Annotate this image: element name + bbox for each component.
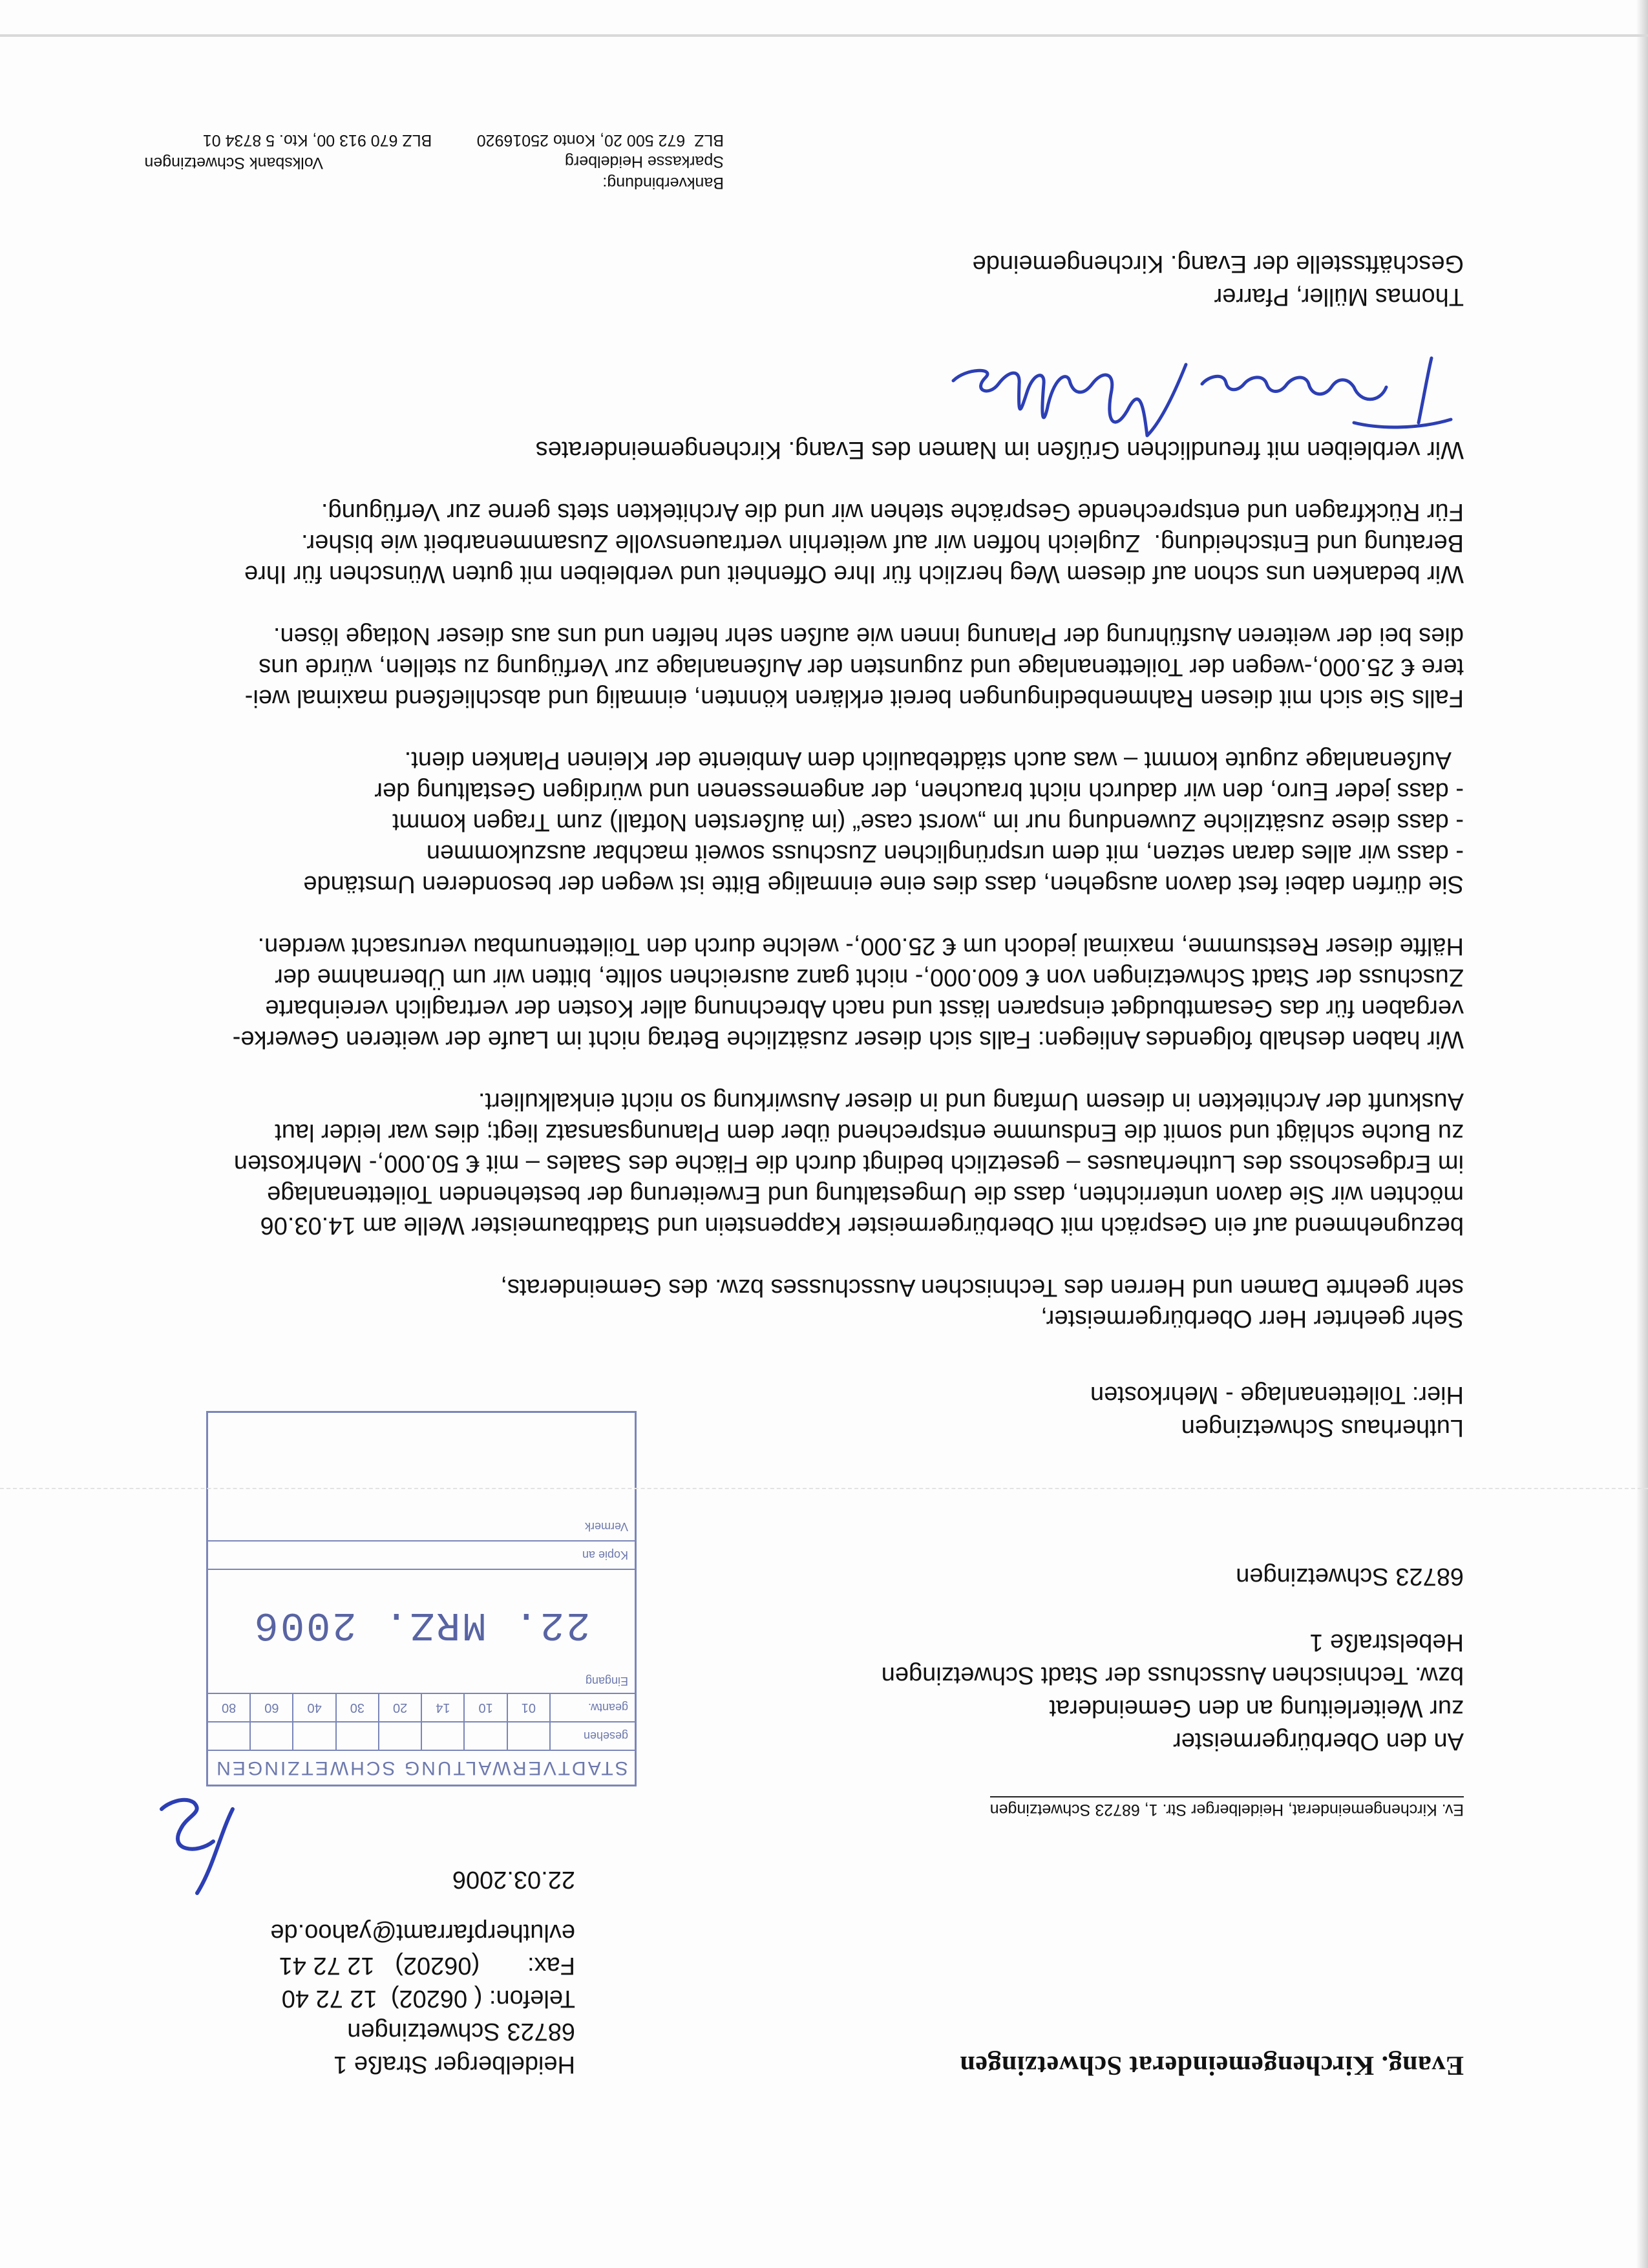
paragraph-4: [165, 620, 1464, 714]
stamp-eingang-label: Eingang: [585, 1675, 628, 1688]
stamp-cell: [379, 1722, 422, 1750]
body-line: dies bei der weiteren Ausführung der Planung innen wie außen sehr helfen und uns aus dieser Notlage lösen.: [273, 622, 1464, 650]
bank1-details: [203, 129, 724, 151]
recipient-line: bzw. Technischen Ausschuss der Stadt Schwetzingen: [881, 1662, 1464, 1689]
sender-address-block: [270, 1916, 575, 2081]
bank-label: Bankverbindung:: [602, 174, 724, 192]
recipient-line: Hebelstraße 1: [1309, 1629, 1464, 1656]
recipient-line: An den Oberbürgermeister: [1173, 1728, 1464, 1755]
stamp-code: 30: [337, 1694, 379, 1721]
letter-date: 22.03.2006: [452, 1866, 575, 1893]
fold-line: [0, 1488, 1648, 1489]
body-line: Sie dürfen dabei fest davon ausgehen, dass dies eine einmalige Bitte ist wegen der besonderen Umstände: [303, 871, 1464, 898]
paragraph-5: [165, 496, 1464, 589]
body-line: Auskunft der Architekten in diesem Umfang und in dieser Auswirkung so nicht einkalkuliert.: [478, 1088, 1464, 1115]
stamp-cell: [508, 1722, 551, 1750]
paragraph-2: [165, 931, 1464, 1055]
stamp-eingang-date: 22. MRZ. 2006: [252, 1602, 591, 1648]
stamp-geantw-row: [208, 1693, 635, 1721]
receipt-stamp: [206, 1411, 637, 1786]
paragraph-3: [165, 745, 1464, 900]
scan-edge: [1636, 0, 1648, 2268]
signatory-office: Geschäftsstelle der Evang. Kirchengemeinde: [972, 250, 1464, 277]
stamp-vermerk-label: Vermerk: [584, 1520, 628, 1533]
recipient-address: [882, 1560, 1464, 1757]
body-line: Für Rückfragen und entsprechende Gespräche stehen wir und die Architekten stets gerne zur Verfügung.: [321, 498, 1464, 525]
subject-block: [1090, 1378, 1464, 1444]
body-line: vergaben für das Gesamtbudget einsparen lässt und nach Abrechnung aller Kosten der vertraglich vereinbarte: [265, 995, 1464, 1022]
bank1-name: Sparkasse Heidelberg: [565, 153, 724, 171]
body-line: - dass diese zusätzliche Zuwendung nur im „worst case“ (im äußersten Notfall) zum Tragen kommt: [392, 809, 1464, 836]
stamp-cell: [294, 1722, 337, 1750]
stamp-code-cells: [208, 1694, 551, 1721]
bank2-account: BLZ 670 913 00, Kto. 5 8734 01: [202, 131, 432, 149]
stamp-gesehen-row: [208, 1721, 635, 1750]
stamp-cell: [337, 1722, 379, 1750]
stamp-cell: [465, 1722, 508, 1750]
stamp-code: 10: [465, 1694, 508, 1721]
bank2-name: Volksbank Schwetzingen: [144, 154, 323, 172]
stamp-geantw-label: geantw.: [587, 1701, 628, 1714]
body-line: im Erdgeschoss des Lutherhauses – gesetzlich bedingt durch die Fläche des Saales – mit € 50.000,- Mehrkosten: [233, 1150, 1464, 1177]
address-phone: Telefon: ( 06202) 12 72 40: [281, 1985, 575, 2012]
salutation: [165, 1272, 1464, 1334]
recipient-gap: [882, 1593, 1464, 1626]
handwritten-signature: [818, 352, 1464, 449]
stamp-header: STADTVERWALTUNG SCHWETZINGEN: [208, 1750, 635, 1785]
signatory-block: [973, 247, 1464, 313]
sender-return-line: Ev. Kirchengemeinderat, Heidelberger Str. 1, 68723 Schwetzingen: [990, 1796, 1464, 1819]
stamp-code: 40: [294, 1694, 337, 1721]
body-line: zu Buche schlägt und somit die Endsumme entsprechend über dem Planungsansatz liegt; dies war leider laut: [275, 1119, 1464, 1146]
stamp-eingang-box: [208, 1569, 635, 1693]
body-line: - dass wir alles daran setzen, mit dem ursprünglichen Zuschuss soweit machbar auszukommen: [426, 840, 1464, 867]
closing-line: Wir verbleiben mit freundlichen Grüßen im Namen des Evang. Kirchengemeinderates: [535, 436, 1464, 463]
body-line: Außenanlage zugute kommt – was auch städtebaulich dem Ambiente der Kleinen Planken dient.: [404, 747, 1464, 774]
scan-bottom-line: [0, 34, 1648, 37]
stamp-kopie-label: Kopie an: [208, 1540, 635, 1569]
salutation-line: sehr geehrte Damen und Herren des Technischen Ausschusses bzw. des Gemeinderats,: [500, 1274, 1464, 1301]
address-email: evlutherpfarramt@yahoo.de: [270, 1919, 575, 1946]
paragraph-1: [165, 1086, 1464, 1241]
subject-line: Hier: Toilettenanlage - Mehrkosten: [1090, 1381, 1464, 1408]
body-line: Wir bedanken uns schon auf diesem Weg herzlich für Ihre Offenheit und verbleiben mit guten Wünschen für Ihre: [244, 560, 1464, 588]
bank2-name-holder: [144, 153, 323, 172]
stamp-code: 20: [379, 1694, 422, 1721]
body-line: Beratung und Entscheidung. Zugleich hoffen wir auf weiterhin vertrauensvolle Zusammenarbeit wie bisher.: [301, 529, 1464, 556]
handwritten-initial-mark: [149, 1790, 259, 1906]
stamp-cell: [208, 1722, 251, 1750]
body-line: tere € 25.000,-wegen der Toilettenanlage und zugunsten der Außenanlage zur Verfügung zu stellen, würde uns: [259, 653, 1464, 681]
stamp-cell: [251, 1722, 293, 1750]
bank1-account: BLZ 672 500 20, Konto 25016920: [476, 131, 724, 149]
body-line: Zuschuss der Stadt Schwetzingen von € 600.000,- nicht ganz ausreichen sollte, bitten wir um Übernahme der: [275, 964, 1464, 991]
recipient-line: zur Weiterleitung an den Gemeinderat: [1049, 1695, 1464, 1722]
body-line: Wir haben deshalb folgendes Anliegen: Falls sich dieser zusätzliche Betrag nicht im Laufe der weiteren Gewerke-: [232, 1026, 1464, 1053]
signatory-name: Thomas Müller, Pfarrer: [1214, 283, 1464, 310]
body-line: Falls Sie sich mit diesen Rahmenbedingungen bereit erklären könnten, einmalig und abschließend maximal wei-: [244, 684, 1464, 712]
salutation-line: Sehr geehrter Herr Oberbürgermeister,: [1041, 1305, 1464, 1332]
stamp-code: 14: [422, 1694, 465, 1721]
stamp-cell: [422, 1722, 465, 1750]
stamp-gesehen-label: gesehen: [583, 1730, 628, 1743]
letter-body: [165, 403, 1464, 1334]
body-line: möchten wir Sie davon unterrichten, dass die Umgestaltung und Erweiterung der bestehenden Toilettenanlage: [267, 1181, 1464, 1208]
body-line: Hälfte dieser Restsumme, maximal jedoch um € 25.000,- welche durch den Toilettenumbau verursacht werden.: [257, 933, 1464, 960]
recipient-city: 68723 Schwetzingen: [1236, 1563, 1464, 1590]
body-line: bezugnehmend auf ein Gespräch mit Oberbürgermeister Kappenstein und Stadtbaumeister Welle am 14.03.06: [260, 1212, 1464, 1239]
address-street: Heidelberger Straße 1: [333, 2051, 575, 2078]
stamp-blank-cells: [208, 1722, 551, 1750]
subject-line: Lutherhaus Schwetzingen: [1181, 1414, 1464, 1441]
letterhead-title: Evang. Kirchengemeinderat Schwetzingen: [959, 2050, 1464, 2080]
body-line: - dass jeder Euro, den wir dadurch nicht brauchen, der angemessenen und würdigen Gestaltung der: [374, 778, 1464, 805]
stamp-code: 01: [508, 1694, 551, 1721]
stamp-code: 60: [251, 1694, 293, 1721]
address-fax: Fax: (06202) 12 72 41: [279, 1952, 575, 1979]
stamp-code: 80: [208, 1694, 251, 1721]
address-city: 68723 Schwetzingen: [347, 2018, 575, 2045]
